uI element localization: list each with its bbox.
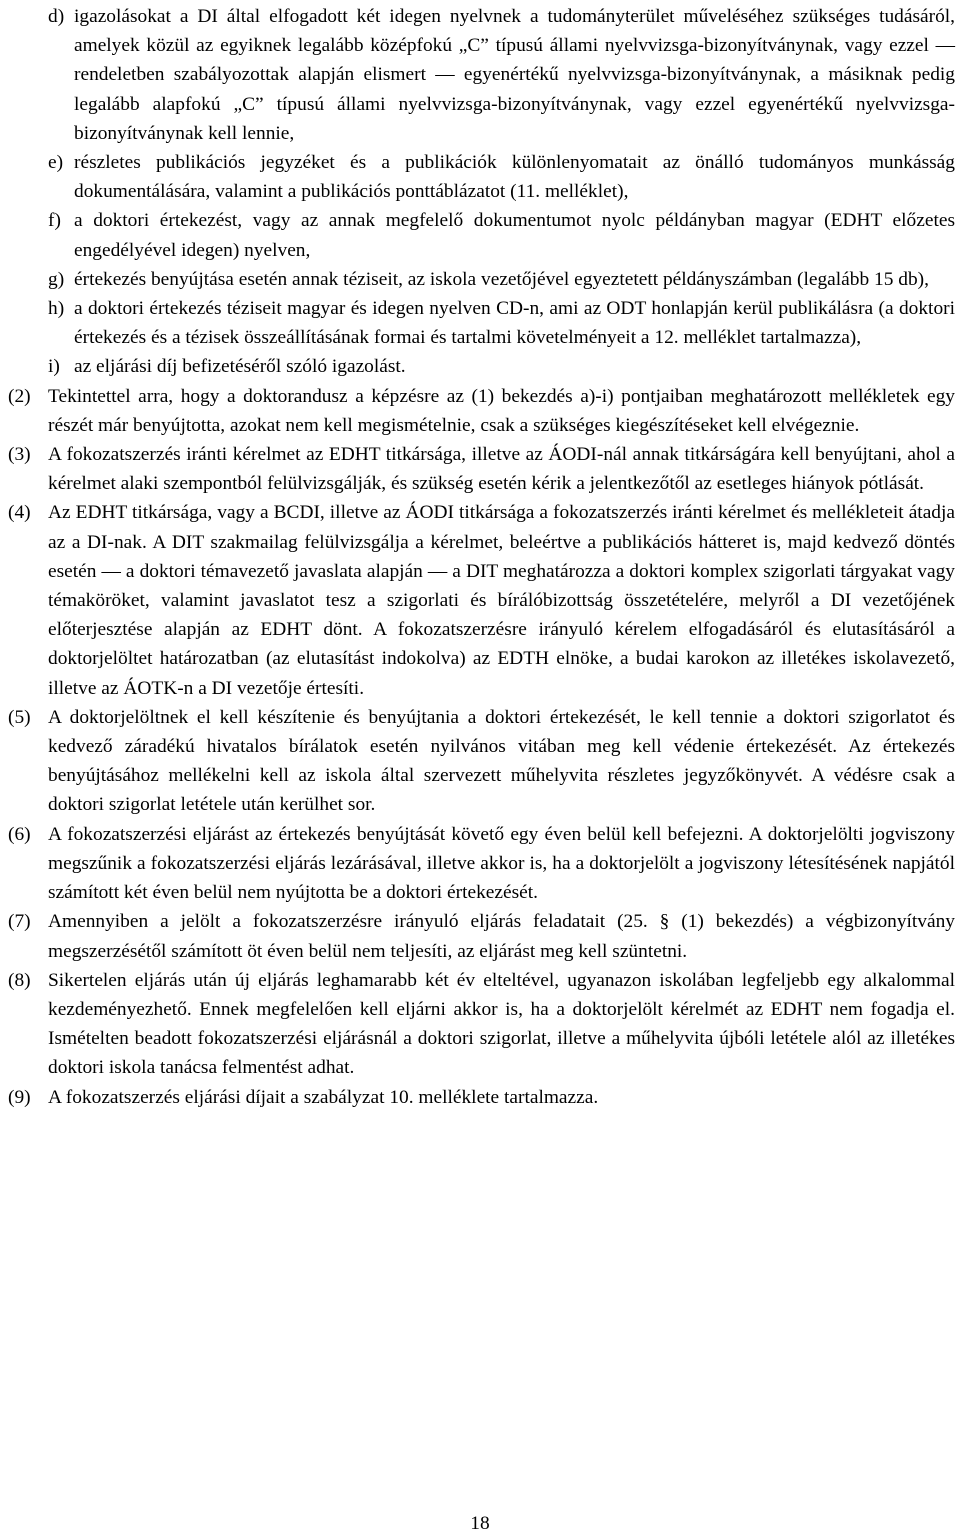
paragraph-text: Amennyiben a jelölt a fokozatszerzésre irányuló eljárás feladatait (25. § (1) bekezdés) a végbizonyítvány megszerzésétől számított öt éven belül nem teljesíti, az eljárást meg kell szüntetni.: [48, 911, 955, 962]
paragraph-number: (2): [8, 385, 31, 407]
item-label: i): [48, 356, 60, 378]
list-item-d: [48, 2, 955, 148]
item-text: értekezés benyújtása esetén annak téziseit, az iskola vezetőjével egyeztetett példányszámban (legalább 15 db),: [74, 268, 929, 290]
page-number: 18: [470, 1513, 490, 1534]
document-body: [8, 2, 955, 1112]
item-text: az eljárási díj befizetéséről szóló igazolást.: [74, 356, 406, 378]
paragraph-text: A fokozatszerzés iránti kérelmet az EDHT titkársága, illetve az ÁODI-nál annak titkárságára kell benyújtani, ahol a kérelmet alaki szempontból felülvizsgálják, és szükség esetén kérik a jelentkezőtől az esetleges hiányok pótlását.: [48, 444, 955, 495]
paragraph-text: Sikertelen eljárás után új eljárás leghamarabb két év elteltével, ugyanazon iskolában legfeljebb egy alkalommal kezdeményezhető. Ennek megfelelően kell eljárni akkor is, ha a doktorjelölt kérelmét az EDHT nem fogadja el. Ismételten beadott fokozatszerzési eljárásnál a doktori szigorlat, illetve a műhelyvita újbóli letétele alól az illetékes doktori iskola tanácsa felmentést adhat.: [48, 969, 955, 1079]
paragraph-number: (9): [8, 1086, 31, 1108]
item-label: h): [48, 298, 65, 320]
paragraph-number: (5): [8, 706, 31, 728]
item-label: e): [48, 152, 64, 174]
list-item-e: [48, 148, 955, 206]
paragraph-9: [8, 1083, 955, 1112]
paragraph-number: (4): [8, 502, 31, 524]
paragraph-3: [8, 440, 955, 498]
paragraph-number: (7): [8, 911, 31, 933]
list-item-g: [48, 265, 955, 294]
list-item-h: [48, 294, 955, 352]
item-label: f): [48, 210, 61, 232]
paragraph-text: A doktorjelöltnek el kell készítenie és benyújtania a doktori értekezését, le kell tennie a doktori szigorlatot és kedvező záradékú hivatalos bírálatok esetén nyilvános vitában meg kell védenie értekezését. Az értekezés benyújtásához mellékelni kell az iskola által szervezett műhelyvita részletes jegyzőkönyvét. A védésre csak a doktori szigorlat letétele után kerülhet sor.: [48, 706, 955, 816]
item-label: d): [48, 6, 65, 27]
paragraph-text: A fokozatszerzés eljárási díjait a szabályzat 10. melléklete tartalmazza.: [48, 1086, 599, 1108]
paragraph-number: (6): [8, 823, 31, 845]
paragraph-7: [8, 907, 955, 965]
item-text: részletes publikációs jegyzéket és a publikációk különlenyomatait az önálló tudományos munkásság dokumentálására, valamint a publikációs ponttáblázatot (11. melléklet),: [74, 152, 955, 203]
paragraph-number: (8): [8, 969, 31, 991]
paragraph-8: [8, 966, 955, 1083]
paragraph-2: [8, 382, 955, 440]
list-item-i: [48, 352, 955, 381]
list-item-f: [48, 206, 955, 264]
paragraph-text: A fokozatszerzési eljárást az értekezés benyújtását követő egy éven belül kell befejezni. A doktorjelölti jogviszony megszűnik a fokozatszerzési eljárás lezárásával, illetve akkor is, ha a doktorjelölt a jogviszony létesítésének napjától számított két éven belül nem nyújtotta be a doktori értekezését.: [48, 823, 955, 904]
paragraph-text: Az EDHT titkársága, vagy a BCDI, illetve az ÁODI titkársága a fokozatszerzés iránti kérelmet és mellékleteit átadja az a DI-nak. A DIT szakmailag felülvizsgálja a kérelmet, beleértve a publikációs hátteret is, majd kedvező döntés esetén — a doktori témavezető javaslata alapján — a DIT meghatározza a doktori komplex szigorlati tárgyakat vagy témaköröket, valamint javaslatot tesz a szigorlati és bírálóbizottság összetételére, melyről a DI vezetőjének előterjesztése alapján az EDHT dönt. A fokozatszerzésre irányuló kérelem elfogadásáról és elutasításáról a doktorjelöltet határozatban (az elutasítást indokolva) az EDTH elnöke, a budai karokon az illetékes iskolavezető, illetve az ÁOTK-n a DI vezetője értesíti.: [48, 502, 955, 699]
paragraph-4: [8, 498, 955, 702]
paragraph-text: Tekintettel arra, hogy a doktorandusz a képzésre az (1) bekezdés a)-i) pontjaiban meghatározott mellékletek egy részét már benyújtotta, azokat nem kell megismételnie, csak a szükséges kiegészítéseket kell elvégeznie.: [48, 385, 955, 436]
paragraph-number: (3): [8, 444, 31, 466]
paragraph-6: [8, 820, 955, 908]
paragraph-5: [8, 703, 955, 820]
item-text: a doktori értekezést, vagy az annak megfelelő dokumentumot nyolc példányban magyar (EDHT előzetes engedélyével idegen) nyelven,: [74, 210, 955, 261]
item-label: g): [48, 268, 65, 290]
item-text: igazolásokat a DI által elfogadott két idegen nyelvnek a tudományterület műveléséhez szükséges tudásáról, amelyek közül az egyiknek legalább középfokú „C” típusú állami nyelvvizsga-bizonyítványnak, vagy ezzel — rendeletben szabályozottak alapján elismert — egyenértékű nyelvvizsga-bizonyítványnak, a másiknak pedig legalább alapfokú „C” típusú állami nyelvvizsga-bizonyítványnak, vagy ezzel egyenértékű nyelvvizsga-bizonyítványnak kell lennie,: [74, 6, 955, 144]
item-text: a doktori értekezés téziseit magyar és idegen nyelven CD-n, ami az ODT honlapján kerül publikálásra (a doktori értekezés és a tézisek összeállításának formai és tartalmi követelményeit a 12. melléklet tartalmazza),: [74, 298, 955, 349]
